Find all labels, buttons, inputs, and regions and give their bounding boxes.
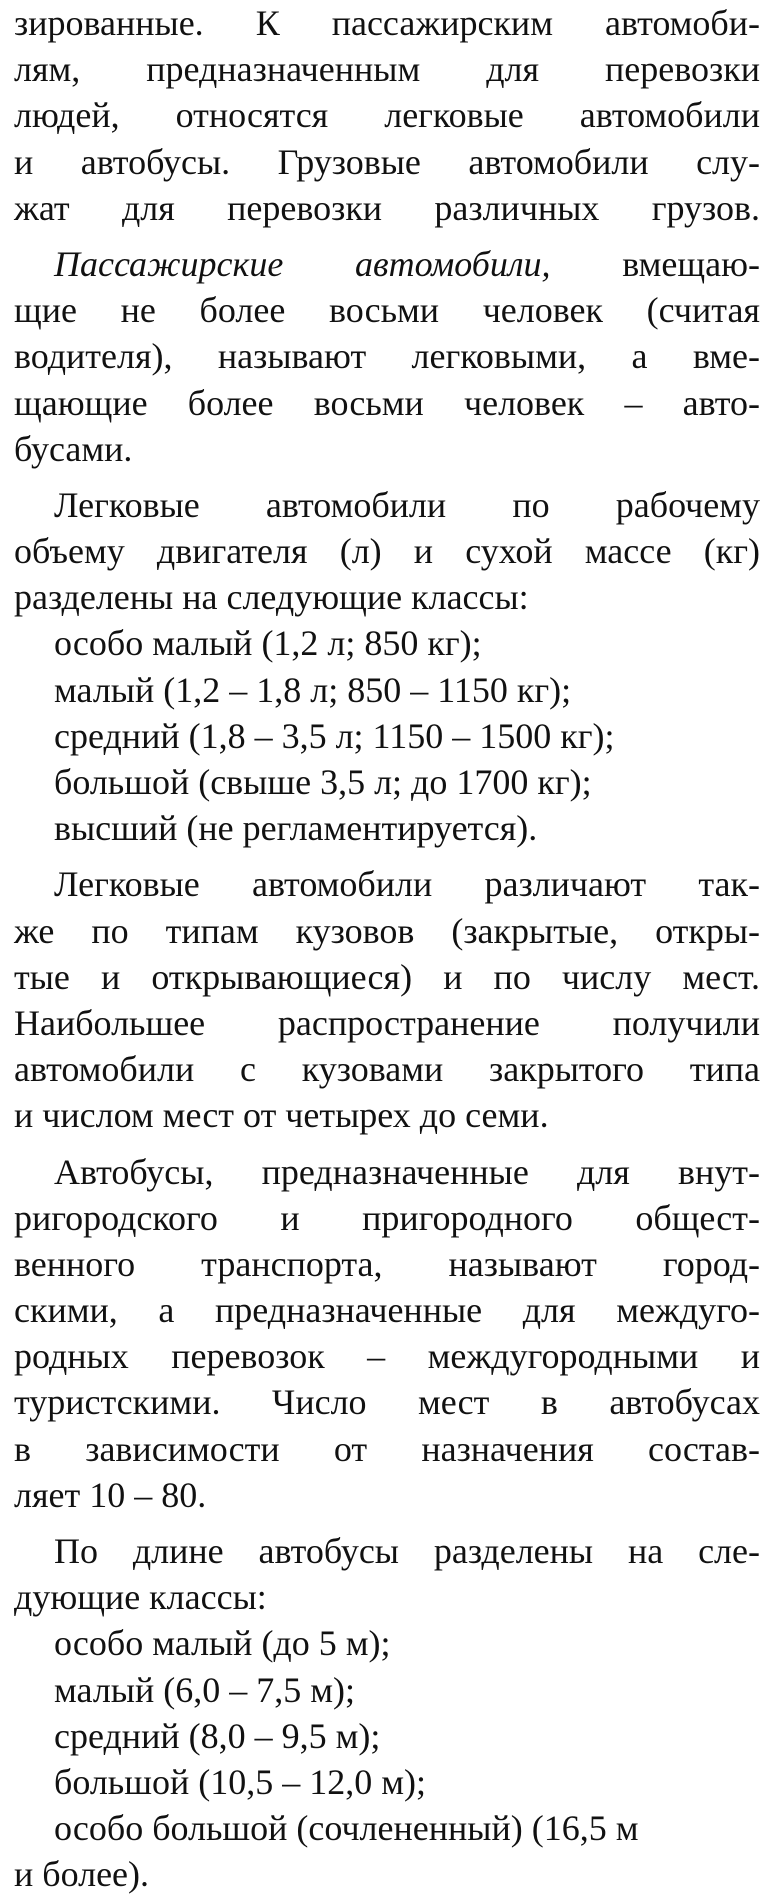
text-line: зированные. К пассажирским автомоби-: [14, 3, 760, 43]
list-item: высший (не регламентируется).: [54, 808, 538, 849]
text-line: объему двигателя (л) и сухой массе (кг): [14, 531, 760, 572]
text-line: людей, относятся легковые автомобили: [14, 95, 760, 136]
text-line: ляет 10 – 80.: [14, 1474, 207, 1515]
text-line: дующие классы:: [14, 1577, 267, 1618]
text-line: разделены на следующие классы:: [14, 577, 529, 618]
italic-term: Пассажирские автомобили,: [54, 243, 551, 284]
text-line: Автобусы, предназначенные для внут-: [54, 1151, 760, 1192]
text-line: щающие более восьми человек – авто-: [14, 382, 760, 423]
text-line: По длине автобусы разделены на сле-: [54, 1531, 760, 1571]
paragraph-6: [14, 1528, 760, 1620]
text-line: же по типам кузовов (закрытые, откры-: [14, 910, 760, 951]
text-line: родных перевозок – междугородными и: [14, 1336, 760, 1377]
paragraph-4: [14, 861, 760, 1138]
list-item: средний (1,8 – 3,5 л; 1150 – 1500 кг);: [54, 715, 615, 756]
text-line: водителя), называют легковыми, а вме-: [14, 336, 760, 377]
list-item: средний (8,0 – 9,5 м);: [54, 1715, 381, 1756]
text-line: венного транспорта, называют город-: [14, 1243, 760, 1284]
text-line: и числом мест от четырех до семи.: [14, 1095, 549, 1136]
text-line: Легковые автомобили различают так-: [54, 864, 760, 905]
paragraph-3: [14, 482, 760, 621]
text-line: скими, а предназначенные для междуго-: [14, 1290, 760, 1331]
text-line: тые и открывающиеся) и по числу мест.: [14, 956, 760, 997]
text-line: в зависимости от назначения состав-: [14, 1428, 760, 1469]
text-line: Наибольшее распространение получили: [14, 1002, 760, 1043]
text-line: и автобусы. Грузовые автомобили слу-: [14, 141, 760, 182]
text-fragment: вмещаю-: [622, 243, 760, 284]
list-item: особо малый (1,2 л; 850 кг);: [54, 623, 482, 664]
text-line: Легковые автомобили по рабочему: [54, 484, 760, 525]
text-line: автомобили с кузовами закрытого типа: [14, 1049, 760, 1090]
paragraph-1: [14, 0, 760, 231]
paragraph-2: [14, 241, 760, 472]
text-line: бусами.: [14, 428, 133, 469]
car-classes-list: [14, 620, 760, 851]
text-line: ригородского и пригородного общест-: [14, 1197, 760, 1238]
list-item: малый (6,0 – 7,5 м);: [54, 1669, 356, 1710]
text-line: жат для перевозки различных грузов.: [14, 187, 760, 228]
list-item: большой (свыше 3,5 л; до 1700 кг);: [54, 762, 592, 802]
text-line: туристскими. Число мест в автобусах: [14, 1382, 760, 1423]
list-item: особо большой (сочлененный) (16,5 м: [54, 1808, 639, 1849]
list-item: особо малый (до 5 м);: [54, 1623, 391, 1664]
list-item: малый (1,2 – 1,8 л; 850 – 1150 кг);: [54, 669, 572, 710]
list-item: большой (10,5 – 12,0 м);: [54, 1761, 426, 1802]
text-line: лям, предназначенным для перевозки: [14, 49, 760, 90]
paragraph-5: [14, 1149, 760, 1519]
text-line: щие не более восьми человек (считая: [14, 290, 760, 331]
document-page: [14, 0, 760, 1898]
bus-classes-list: [14, 1620, 760, 1897]
text-line: и более).: [14, 1854, 150, 1895]
text-line: [14, 241, 760, 287]
